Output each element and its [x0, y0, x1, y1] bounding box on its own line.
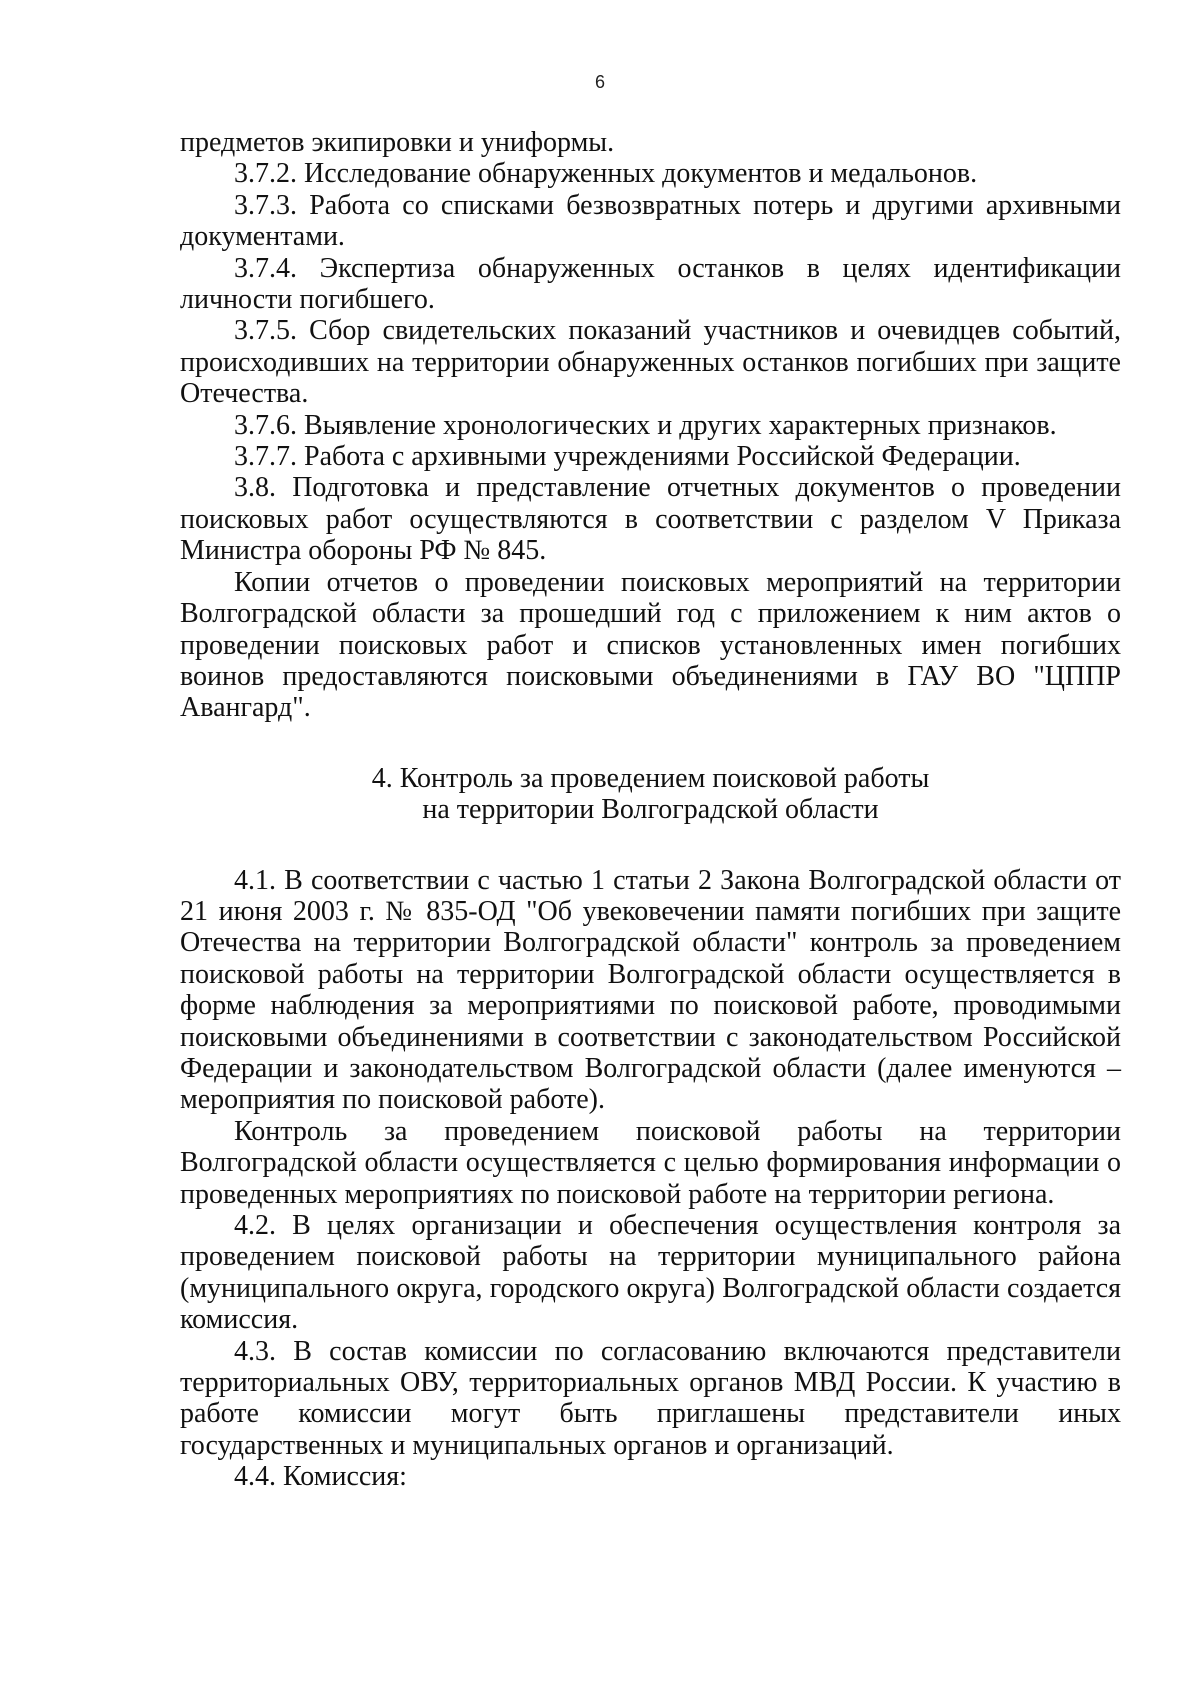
paragraph: 3.7.6. Выявление хронологических и других характерных признаков.: [234, 409, 1057, 441]
section-4-heading: [180, 763, 1121, 826]
section-4-body: [180, 865, 1121, 1493]
paragraph: 4.3. В состав комиссии по согласованию включаются представители территориальных ОВУ, территориальных органов МВД России. К участию в работе комиссии могут быть приглашены представители иных государственных и муниципальных органов и организаций.: [180, 1335, 1121, 1461]
paragraph: 4.1. В соответствии с частью 1 статьи 2 Закона Волгоградской области от 21 июня 2003 г. № 835-ОД "Об увековечении памяти погибших при защите Отечества на территории Волгоградской области" контроль за проведением поисковой работы на территории Волгоградской области осуществляется в форме наблюдения за мероприятиями по поисковой работе, проводимыми поисковыми объединениями в соответствии с законодательством Российской Федерации и законодательством Волгоградской области (далее именуются – мероприятия по поисковой работе).: [180, 864, 1121, 1116]
page-number: 6: [594, 72, 605, 92]
paragraph: 3.7.7. Работа с архивными учреждениями Российской Федерации.: [234, 441, 1021, 473]
paragraph: 4.2. В целях организации и обеспечения осуществления контроля за проведением поисковой работы на территории муниципального района (муниципального округа, городского округа) Волгоградской области создается комиссия.: [180, 1210, 1121, 1336]
paragraph: 3.7.5. Сбор свидетельских показаний участников и очевидцев событий, происходивших на территории обнаруженных останков погибших при защите Отечества.: [180, 315, 1121, 410]
paragraph: 3.7.4. Экспертиза обнаруженных останков в целях идентификации личности погибшего.: [180, 252, 1121, 316]
paragraph: Контроль за проведением поисковой работы на территории Волгоградской области осуществляется с целью формирования информации о проведенных мероприятиях по поисковой работе на территории региона.: [180, 1115, 1121, 1210]
paragraph: 4.4. Комиссия:: [234, 1461, 407, 1493]
section-heading-line-2: на территории Волгоградской области: [422, 794, 879, 826]
paragraph: 3.8. Подготовка и представление отчетных документов о проведении поисковых работ осуществляются в соответствии с разделом V Приказа Министра обороны РФ № 845.: [180, 472, 1121, 567]
paragraph: 3.7.3. Работа со списками безвозвратных потерь и другими архивными документами.: [180, 189, 1121, 253]
document-body: [180, 127, 1121, 1493]
paragraph: 3.7.2. Исследование обнаруженных документов и медальонов.: [234, 158, 978, 190]
paragraph: Копии отчетов о проведении поисковых мероприятий на территории Волгоградской области за прошедший год с приложением к ним актов о проведении поисковых работ и списков установленных имен погибших воинов предоставляются поисковыми объединениями в ГАУ ВО "ЦППР Авангард".: [180, 566, 1121, 724]
paragraph: предметов экипировки и униформы.: [180, 127, 615, 158]
section-heading-line-1: 4. Контроль за проведением поисковой работы: [371, 762, 930, 794]
section-3-continuation: [180, 127, 1121, 724]
